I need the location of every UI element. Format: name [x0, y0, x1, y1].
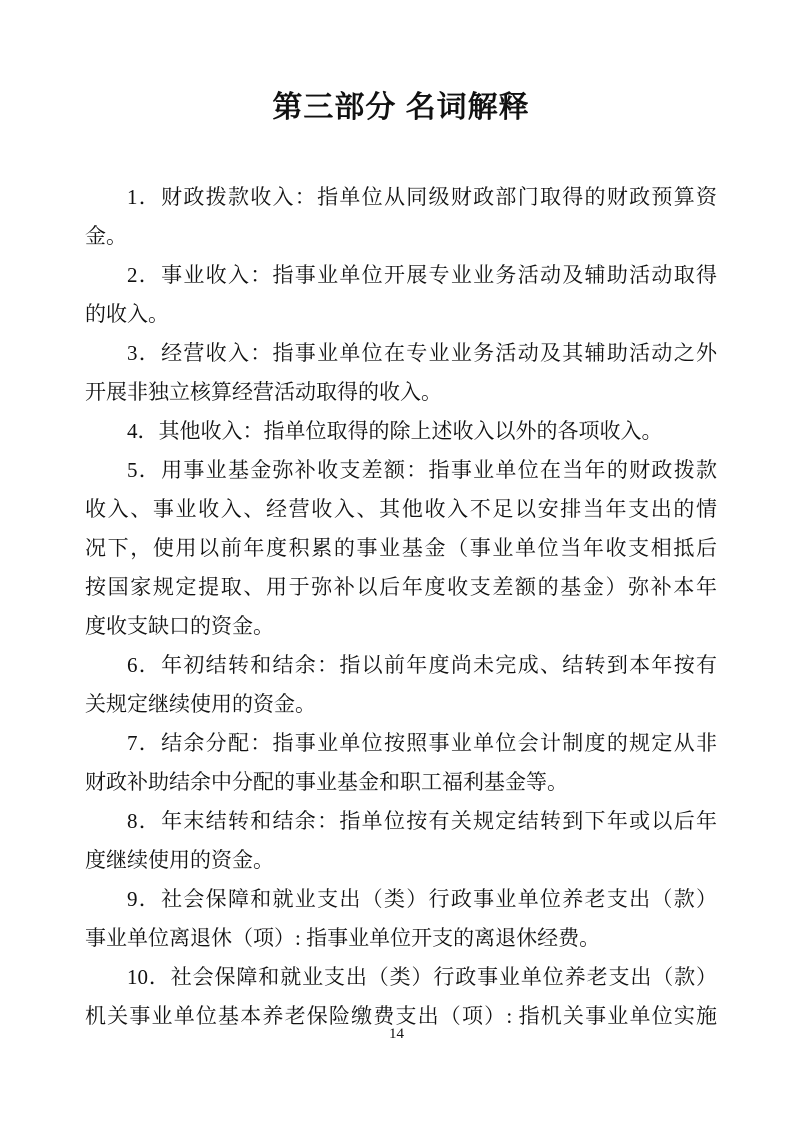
definition-line: 况下，使用以前年度积累的事业基金（事业单位当年收支相抵后	[85, 536, 717, 560]
definition-line: 3．经营收入：指事业单位在专业业务活动及其辅助活动之外	[127, 341, 717, 365]
definition-line: 机关事业单位基本养老保险缴费支出（项）: 指机关事业单位实施	[85, 1004, 717, 1028]
definition-line: 10．社会保障和就业支出（类）行政事业单位养老支出（款）	[127, 965, 717, 989]
page-number: 14	[389, 1026, 404, 1042]
definition-line: 开展非独立核算经营活动取得的收入。	[85, 380, 442, 404]
definition-line: 5．用事业基金弥补收支差额：指事业单位在当年的财政拨款	[127, 458, 717, 482]
document-title: 第三部分 名词解释	[272, 91, 530, 124]
definition-line: 9．社会保障和就业支出（类）行政事业单位养老支出（款）	[127, 887, 717, 911]
definition-line: 关规定继续使用的资金。	[85, 692, 316, 716]
definition-line: 按国家规定提取、用于弥补以后年度收支差额的基金）弥补本年	[85, 575, 717, 599]
definition-line: 6．年初结转和结余：指以前年度尚未完成、结转到本年按有	[127, 653, 717, 677]
definition-line: 事业单位离退休（项）: 指事业单位开支的离退休经费。	[85, 926, 601, 950]
definition-line: 度继续使用的资金。	[85, 848, 274, 872]
definition-line: 7．结余分配：指事业单位按照事业单位会计制度的规定从非	[127, 731, 717, 755]
definition-line: 金。	[85, 224, 127, 248]
definition-line: 的收入。	[85, 302, 169, 326]
definition-line: 8．年末结转和结余：指单位按有关规定结转到下年或以后年	[127, 809, 717, 833]
definitions-list	[85, 178, 717, 1036]
definition-line: 财政补助结余中分配的事业基金和职工福利基金等。	[85, 770, 568, 794]
definition-line: 度收支缺口的资金。	[85, 614, 274, 638]
definition-line: 收入、事业收入、经营收入、其他收入不足以安排当年支出的情	[85, 497, 717, 521]
definition-line: 4．其他收入：指单位取得的除上述收入以外的各项收入。	[127, 419, 663, 443]
definition-line: 2．事业收入：指事业单位开展专业业务活动及辅助活动取得	[127, 263, 717, 287]
definition-line: 1．财政拨款收入：指单位从同级财政部门取得的财政预算资	[127, 185, 717, 209]
